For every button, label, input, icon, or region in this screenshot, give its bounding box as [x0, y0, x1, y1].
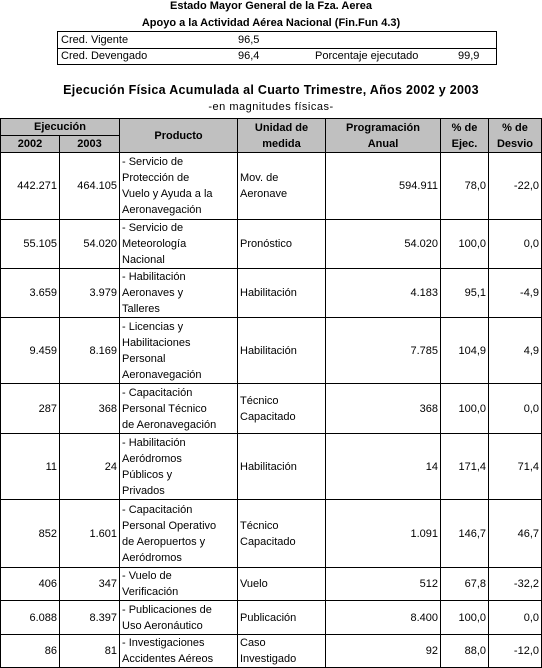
- cell-pct-desvio: 0,0: [489, 220, 542, 269]
- cell-2003: 464.105: [60, 153, 120, 220]
- header-unidad-line1: Unidad de: [254, 121, 309, 134]
- cell-producto-line: Vuelo y Ayuda a la: [122, 188, 213, 200]
- cell-producto-line: - Vuelo de: [122, 570, 172, 582]
- cell-2003: 347: [60, 568, 120, 601]
- cell-pct-ejec: 88,0: [441, 635, 489, 668]
- cell-unidad-line: Pronóstico: [240, 238, 292, 250]
- cell-producto-line: Personal Operativo: [122, 519, 217, 532]
- cell-unidad-line: Habilitación: [240, 287, 297, 299]
- cell-2003: 368: [60, 384, 120, 434]
- cell-2003: 3.979: [60, 269, 120, 318]
- cell-pct-ejec: 95,1: [441, 269, 489, 318]
- header-programacion-line1: Programación: [346, 121, 420, 134]
- cell-producto-line: Aeródromos: [122, 551, 182, 564]
- cell-producto-line: Privados: [122, 484, 165, 497]
- cell-programacion: 92: [326, 635, 441, 668]
- cell-programacion: 8.400: [326, 601, 441, 635]
- table-row: [1, 269, 542, 318]
- table-row: [1, 568, 542, 601]
- cell-producto-line: Personal: [122, 352, 166, 365]
- header-pct-ejec-line2: Ejec.: [451, 137, 478, 150]
- cell-producto-line: Habilitaciones: [122, 336, 191, 349]
- cell-producto-line: Nacional: [122, 254, 165, 266]
- cell-producto-line: - Licencias y: [122, 320, 184, 333]
- header-ejecucion: Ejecución: [1, 119, 120, 136]
- cell-producto-line: Aeronavegación: [122, 368, 202, 381]
- cred-vigente-label: Cred. Vigente: [61, 34, 129, 46]
- header-year-2002: 2002: [1, 136, 60, 153]
- cell-programacion: 512: [326, 568, 441, 601]
- cell-pct-desvio: -12,0: [489, 635, 542, 668]
- cell-unidad-line: Capacitado: [240, 535, 296, 548]
- cell-programacion: 1.091: [326, 500, 441, 568]
- cell-producto-line: Talleres: [122, 303, 160, 315]
- cred-devengado-label: Cred. Devengado: [61, 50, 148, 62]
- cell-2003: 81: [60, 635, 120, 668]
- cell-2002: 852: [1, 500, 60, 568]
- header-pct-desvio: [489, 119, 542, 153]
- cred-vigente-value: 96,5: [238, 34, 260, 46]
- header-programacion-line2: Anual: [367, 137, 399, 150]
- cell-producto-line: - Servicio de: [122, 222, 184, 234]
- cell-pct-desvio: -4,9: [489, 269, 542, 318]
- cell-producto: [120, 269, 238, 318]
- table-subtitle: -en magnitudes físicas-: [208, 101, 334, 113]
- cell-pct-desvio: 0,0: [489, 601, 542, 635]
- cell-producto-line: - Servicio de: [122, 156, 184, 168]
- cell-producto: [120, 220, 238, 269]
- cell-2002: 11: [1, 434, 60, 500]
- header-programacion: [326, 119, 441, 153]
- credits-box: [57, 31, 497, 65]
- cell-producto-line: Aeronaves y: [122, 287, 184, 299]
- cell-pct-desvio: 4,9: [489, 318, 542, 384]
- cell-unidad-line: Técnico: [240, 519, 279, 532]
- cell-unidad-line: Capacitado: [240, 410, 296, 423]
- cell-producto-line: - Publicaciones de: [122, 603, 212, 616]
- cell-producto: [120, 434, 238, 500]
- cell-2002: 287: [1, 384, 60, 434]
- cell-programacion: 4.183: [326, 269, 441, 318]
- cell-pct-ejec: 146,7: [441, 500, 489, 568]
- cell-pct-ejec: 67,8: [441, 568, 489, 601]
- cell-producto: [120, 153, 238, 220]
- cell-unidad: [238, 220, 326, 269]
- credits-row-devengado: [58, 48, 496, 64]
- table-row: [1, 434, 542, 500]
- cell-programacion: 54.020: [326, 220, 441, 269]
- cell-pct-ejec: 78,0: [441, 153, 489, 220]
- cell-unidad: [238, 635, 326, 668]
- porcentaje-ejecutado-value: 99,9: [458, 50, 480, 62]
- header-year-2003: 2003: [60, 136, 120, 153]
- cell-pct-desvio: 46,7: [489, 500, 542, 568]
- table-row: [1, 384, 542, 434]
- cell-unidad: [238, 269, 326, 318]
- cell-producto: [120, 318, 238, 384]
- cell-producto-line: de Aeropuertos y: [122, 535, 206, 548]
- cell-unidad-line: Investigado: [240, 653, 297, 665]
- porcentaje-ejecutado-label: Porcentaje ejecutado: [315, 50, 419, 62]
- cell-2002: 55.105: [1, 220, 60, 269]
- cell-unidad-line: Caso: [240, 637, 266, 649]
- cell-producto-line: Personal Técnico: [122, 402, 207, 415]
- cell-pct-ejec: 104,9: [441, 318, 489, 384]
- header-pct-desvio-line1: % de: [502, 121, 528, 134]
- cell-pct-ejec: 100,0: [441, 220, 489, 269]
- header-producto: Producto: [120, 119, 238, 153]
- header-unidad-line2: medida: [262, 137, 301, 150]
- cell-producto-line: - Habilitación: [122, 436, 186, 449]
- cell-producto: [120, 384, 238, 434]
- cell-2002: 406: [1, 568, 60, 601]
- cell-producto-line: de Aeronavegación: [122, 418, 217, 431]
- report-heading-organization: Estado Mayor General de la Fza. Aerea: [170, 0, 372, 12]
- cell-pct-ejec: 171,4: [441, 434, 489, 500]
- table-row: [1, 220, 542, 269]
- cell-producto: [120, 500, 238, 568]
- table-row: [1, 635, 542, 668]
- cell-unidad-line: Habilitación: [240, 460, 297, 473]
- cell-pct-desvio: 71,4: [489, 434, 542, 500]
- cell-pct-ejec: 100,0: [441, 384, 489, 434]
- cell-producto-line: - Capacitación: [122, 386, 193, 399]
- cell-producto-line: Verificación: [122, 586, 179, 598]
- cell-unidad: [238, 153, 326, 220]
- cell-2002: 9.459: [1, 318, 60, 384]
- cell-unidad: [238, 384, 326, 434]
- cell-producto: [120, 601, 238, 635]
- header-pct-desvio-line2: Desvio: [496, 137, 534, 150]
- cell-pct-desvio: 0,0: [489, 384, 542, 434]
- cell-unidad-line: Mov. de: [240, 172, 279, 184]
- cell-2003: 1.601: [60, 500, 120, 568]
- execution-table: [0, 118, 542, 668]
- cell-producto-line: - Habilitación: [122, 271, 186, 283]
- cell-producto-line: Aeródromos: [122, 452, 182, 465]
- cell-2002: 442.271: [1, 153, 60, 220]
- cell-programacion: 594.911: [326, 153, 441, 220]
- cell-unidad-line: Aeronave: [240, 188, 288, 200]
- cell-producto-line: Meteorología: [122, 238, 187, 250]
- cell-pct-desvio: -22,0: [489, 153, 542, 220]
- cell-unidad: [238, 434, 326, 500]
- cell-pct-desvio: -32,2: [489, 568, 542, 601]
- cell-producto-line: - Investigaciones: [122, 637, 205, 649]
- cell-producto-line: Uso Aeronáutico: [122, 619, 203, 632]
- cell-unidad: [238, 568, 326, 601]
- cell-unidad-line: Publicación: [240, 611, 297, 624]
- credits-row-vigente: [58, 32, 496, 49]
- cell-programacion: 7.785: [326, 318, 441, 384]
- cell-unidad: [238, 500, 326, 568]
- table-row: [1, 601, 542, 635]
- cell-2003: 8.169: [60, 318, 120, 384]
- cell-2002: 86: [1, 635, 60, 668]
- table-body: [1, 153, 542, 668]
- cell-unidad-line: Vuelo: [240, 578, 268, 590]
- cell-unidad-line: Habilitación: [240, 344, 297, 357]
- cell-unidad-line: Técnico: [240, 394, 279, 407]
- cell-producto: [120, 635, 238, 668]
- cred-devengado-value: 96,4: [238, 50, 260, 62]
- cell-producto-line: Accidentes Aéreos: [122, 653, 214, 665]
- table-row: [1, 318, 542, 384]
- header-pct-ejec: [441, 119, 489, 153]
- cell-2003: 54.020: [60, 220, 120, 269]
- cell-programacion: 14: [326, 434, 441, 500]
- cell-unidad: [238, 318, 326, 384]
- table-row: [1, 500, 542, 568]
- table-title: Ejecución Física Acumulada al Cuarto Trimestre, Años 2002 y 2003: [63, 83, 479, 97]
- table-row: [1, 153, 542, 220]
- cell-2002: 3.659: [1, 269, 60, 318]
- header-pct-ejec-line1: % de: [451, 121, 478, 134]
- cell-producto: [120, 568, 238, 601]
- cell-producto-line: Aeronavegación: [122, 204, 202, 216]
- cell-producto-line: - Capacitación: [122, 503, 193, 516]
- cell-pct-ejec: 100,0: [441, 601, 489, 635]
- cell-2003: 8.397: [60, 601, 120, 635]
- cell-2003: 24: [60, 434, 120, 500]
- cell-producto-line: Protección de: [122, 172, 190, 184]
- cell-producto-line: Públicos y: [122, 468, 173, 481]
- cell-unidad: [238, 601, 326, 635]
- cell-2002: 6.088: [1, 601, 60, 635]
- cell-programacion: 368: [326, 384, 441, 434]
- report-heading-program: Apoyo a la Actividad Aérea Nacional (Fin.Fun 4.3): [141, 17, 401, 29]
- header-unidad: [238, 119, 326, 153]
